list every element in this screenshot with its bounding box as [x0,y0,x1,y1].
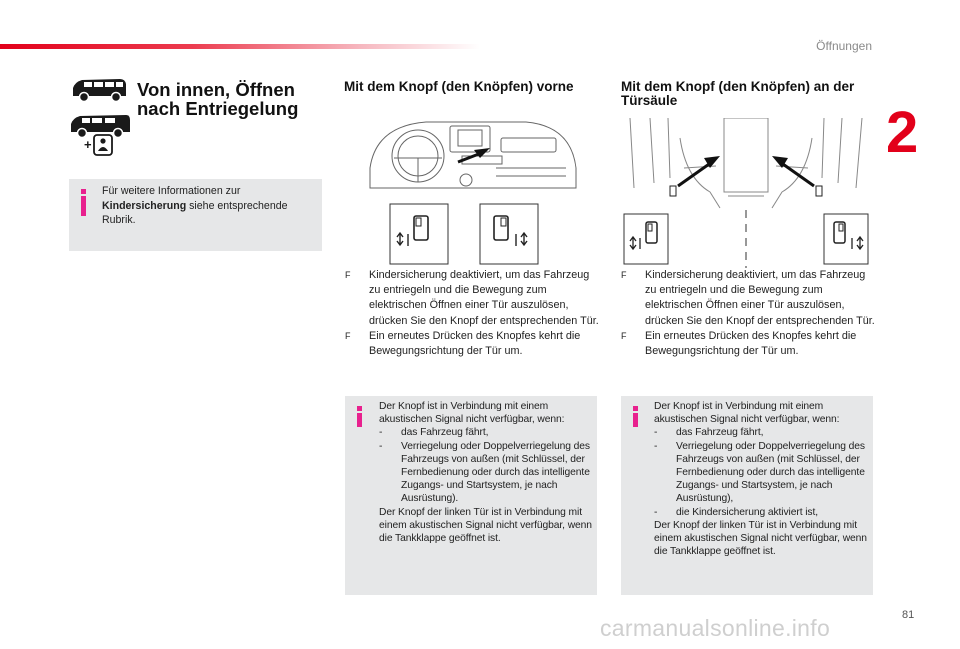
list-item: - Verriegelung oder Doppelverriegelung des Fahrzeugs von außen (mit Schlüssel, der Fernbedienung oder durch das intelligente Zugangs- und Startsystem, je nach Ausrüstung), [654,440,865,505]
list-item: - die Kindersicherung aktiviert ist, [654,506,818,518]
page-heading: Von innen, Öffnen nach Entriegelung [137,79,299,119]
door-button-icon [390,204,448,264]
note-text: Der Knopf ist in Verbindung mit einem akustischen Signal nicht verfügbar, wenn: - das Fahrzeug fährt, - Verriegelung oder Doppelverriegelung des Fahrzeugs von außen (mit Schlüssel, der Fernbedienung oder durch das intelligente Zugangs- und Startsystem, je nach Ausrüstung). Der Knopf der linken Tür ist in Verbindung mit einem akustischen Signal nicht verfügbar, wenn die Tankklappe geöffnet ist. [379,401,592,545]
info-icon [355,406,364,427]
right-heading: Mit dem Knopf (den Knöpfen) an der Türsäule [621,79,855,108]
watermark: carmanualsonline.info [600,615,831,641]
chapter-number: 2 [886,100,919,165]
note-text: Der Knopf ist in Verbindung mit einem akustischen Signal nicht verfügbar, wenn: - das Fahrzeug fährt, - Verriegelung oder Doppelverriegelung des Fahrzeugs von außen (mit Schlüssel, der Fernbedienung oder durch das intelligente Zugangs- und Startsystem, je nach Ausrüstung), - die Kindersicherung aktiviert ist, Der Knopf der linken Tür ist in Verbindung mit einem akustischen Signal nicht verfügbar, wenn die Tankklappe geöffnet ist. [654,400,869,558]
note-box [621,396,873,595]
section-title: Öffnungen [816,39,872,53]
header-accent-bar [0,44,480,49]
list-item: F Kindersicherung deaktiviert, um das Fahrzeug zu entriegeln und die Bewegung zum elektrischen Öffnen einer Tür auszulösen, drücken Sie den Knopf der entsprechenden Tür. [345,269,599,327]
door-button-icon [624,214,668,264]
list-item: - Verriegelung oder Doppelverriegelung des Fahrzeugs von außen (mit Schlüssel, der Fernbedienung oder durch das intelligente Zugangs- und Startsystem, je nach Ausrüstung). [379,440,590,505]
info-box [69,179,322,251]
list-item: F Ein erneutes Drücken des Knopfes kehrt die Bewegungsrichtung der Tür um. [621,329,857,358]
page-number: 81 [902,609,915,621]
door-button-icon [824,214,868,264]
info-bold-term: Kindersicherung [102,199,187,212]
svg-text:+: + [84,137,92,152]
dashboard-illustration [366,118,580,268]
middle-heading: Mit dem Knopf (den Knöpfen) vorne [344,79,574,94]
info-icon [631,406,640,427]
info-text: Für weitere Informationen zur Kindersicherung siehe entsprechende Rubrik. [102,185,288,227]
van-icon [70,76,128,104]
list-item: - das Fahrzeug fährt, [379,427,489,439]
list-item: - das Fahrzeug fährt, [654,427,764,439]
info-icon [79,189,88,216]
list-item: F Kindersicherung deaktiviert, um das Fahrzeug zu entriegeln und die Bewegung zum elektrischen Öffnen einer Tür auszulösen, drücken Sie den Knopf der entsprechenden Tür. [621,269,875,327]
list-item: F Ein erneutes Drücken des Knopfes kehrt die Bewegungsrichtung der Tür um. [345,329,581,358]
middle-bullet-list [344,268,602,359]
door-button-icon [480,204,538,264]
note-box [345,396,597,595]
child-lock-icon [84,133,114,157]
right-bullet-list [620,268,876,359]
door-pillar-illustration [620,118,872,268]
